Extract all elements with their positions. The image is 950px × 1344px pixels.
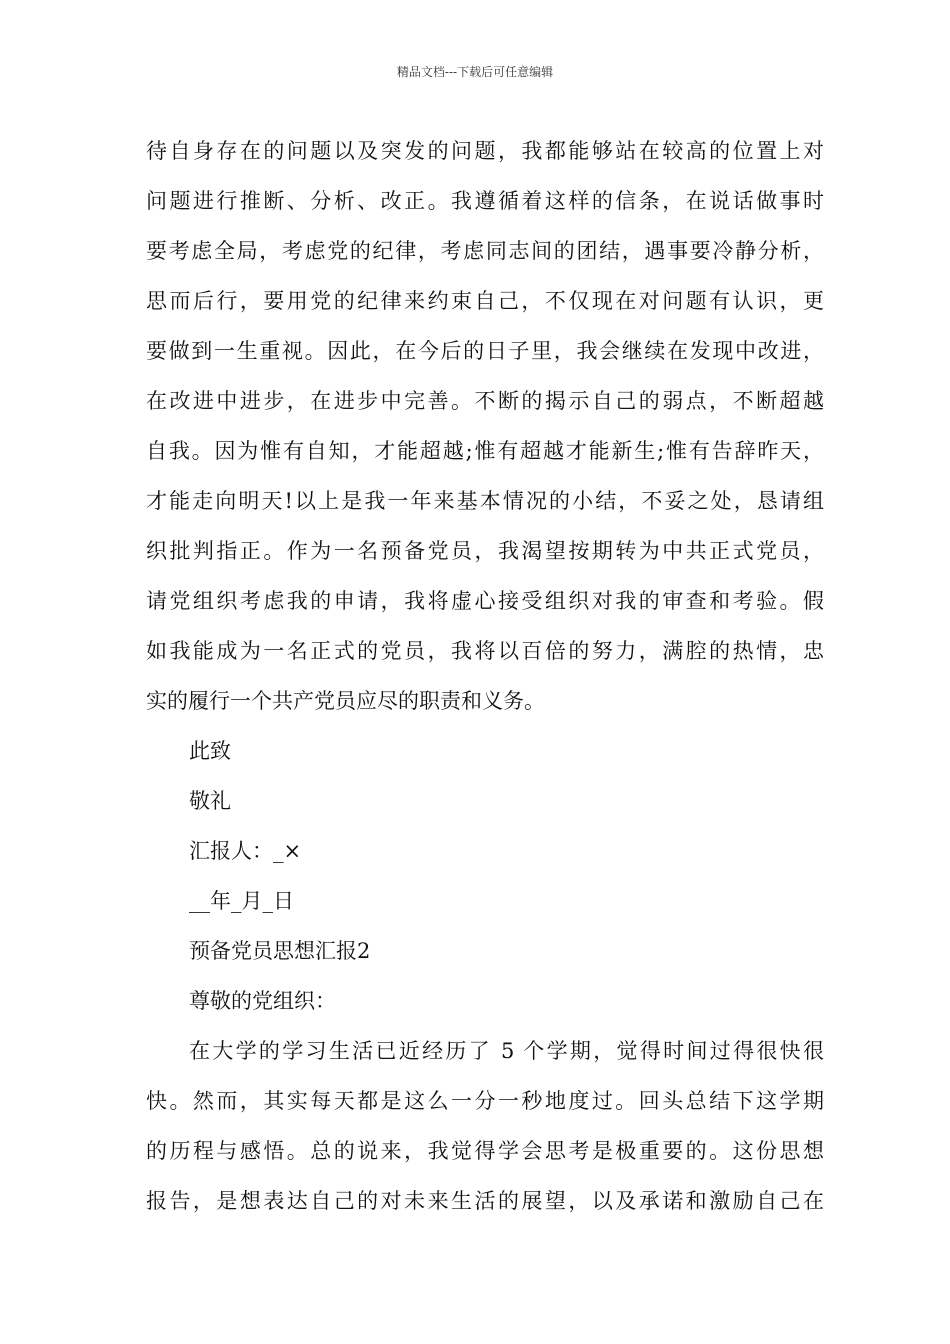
paragraph-line: 织批判指正。作为一名预备党员，我渴望按期转为中共正式党员， (146, 539, 824, 563)
paragraph-line: 才能走向明天!以上是我一年来基本情况的小结，不妥之处，恳请组 (146, 489, 824, 513)
paragraph-1 (146, 126, 824, 726)
paragraph-line: 请党组织考虑我的申请，我将虚心接受组织对我的审查和考验。假 (146, 589, 824, 613)
paragraph-line: 待自身存在的问题以及突发的问题，我都能够站在较高的位置上对 (146, 139, 824, 163)
paragraph-line: 问题进行推断、分析、改正。我遵循着这样的信条，在说话做事时 (146, 189, 824, 213)
salutation-ci-zhi: 此致 (189, 739, 231, 763)
paragraph-line: 思而后行，要用党的纪律来约束自己，不仅现在对问题有认识，更 (146, 289, 824, 313)
salutation-jing-li: 敬礼 (189, 789, 231, 813)
paragraph-line: 报告，是想表达自己的对未来生活的展望，以及承诺和激励自己在 (146, 1189, 824, 1213)
paragraph-line: 实的履行一个共产党员应尽的职责和义务。 (146, 689, 545, 713)
reporter-line: 汇报人：_× (189, 839, 302, 863)
closing-block (146, 726, 824, 926)
document-body (146, 126, 824, 1226)
page-header: 精品文档---下载后可任意编辑 (396, 65, 554, 79)
section-2 (146, 926, 824, 1226)
paragraph-line: 如我能成为一名正式的党员，我将以百倍的努力，满腔的热情，忠 (146, 639, 824, 663)
section-title: 预备党员思想汇报2 (189, 939, 371, 963)
greeting-line: 尊敬的党组织： (189, 989, 336, 1013)
paragraph-line: 要做到一生重视。因此，在今后的日子里，我会继续在发现中改进， (146, 339, 824, 363)
paragraph-line: 的历程与感悟。总的说来，我觉得学会思考是极重要的。这份思想 (146, 1139, 824, 1163)
paragraph-line: 要考虑全局，考虑党的纪律，考虑同志间的团结，遇事要冷静分析， (146, 239, 824, 263)
date-line: __年_月_日 (189, 889, 294, 913)
paragraph-line: 快。然而，其实每天都是这么一分一秒地度过。回头总结下这学期 (146, 1089, 824, 1113)
paragraph-line: 自我。因为惟有自知，才能超越;惟有超越才能新生;惟有告辞昨天， (146, 439, 824, 463)
paragraph-line: 在大学的学习生活已近经历了 5 个学期，觉得时间过得很快很 (189, 1039, 824, 1063)
paragraph-line: 在改进中进步，在进步中完善。不断的揭示自己的弱点，不断超越 (146, 389, 824, 413)
